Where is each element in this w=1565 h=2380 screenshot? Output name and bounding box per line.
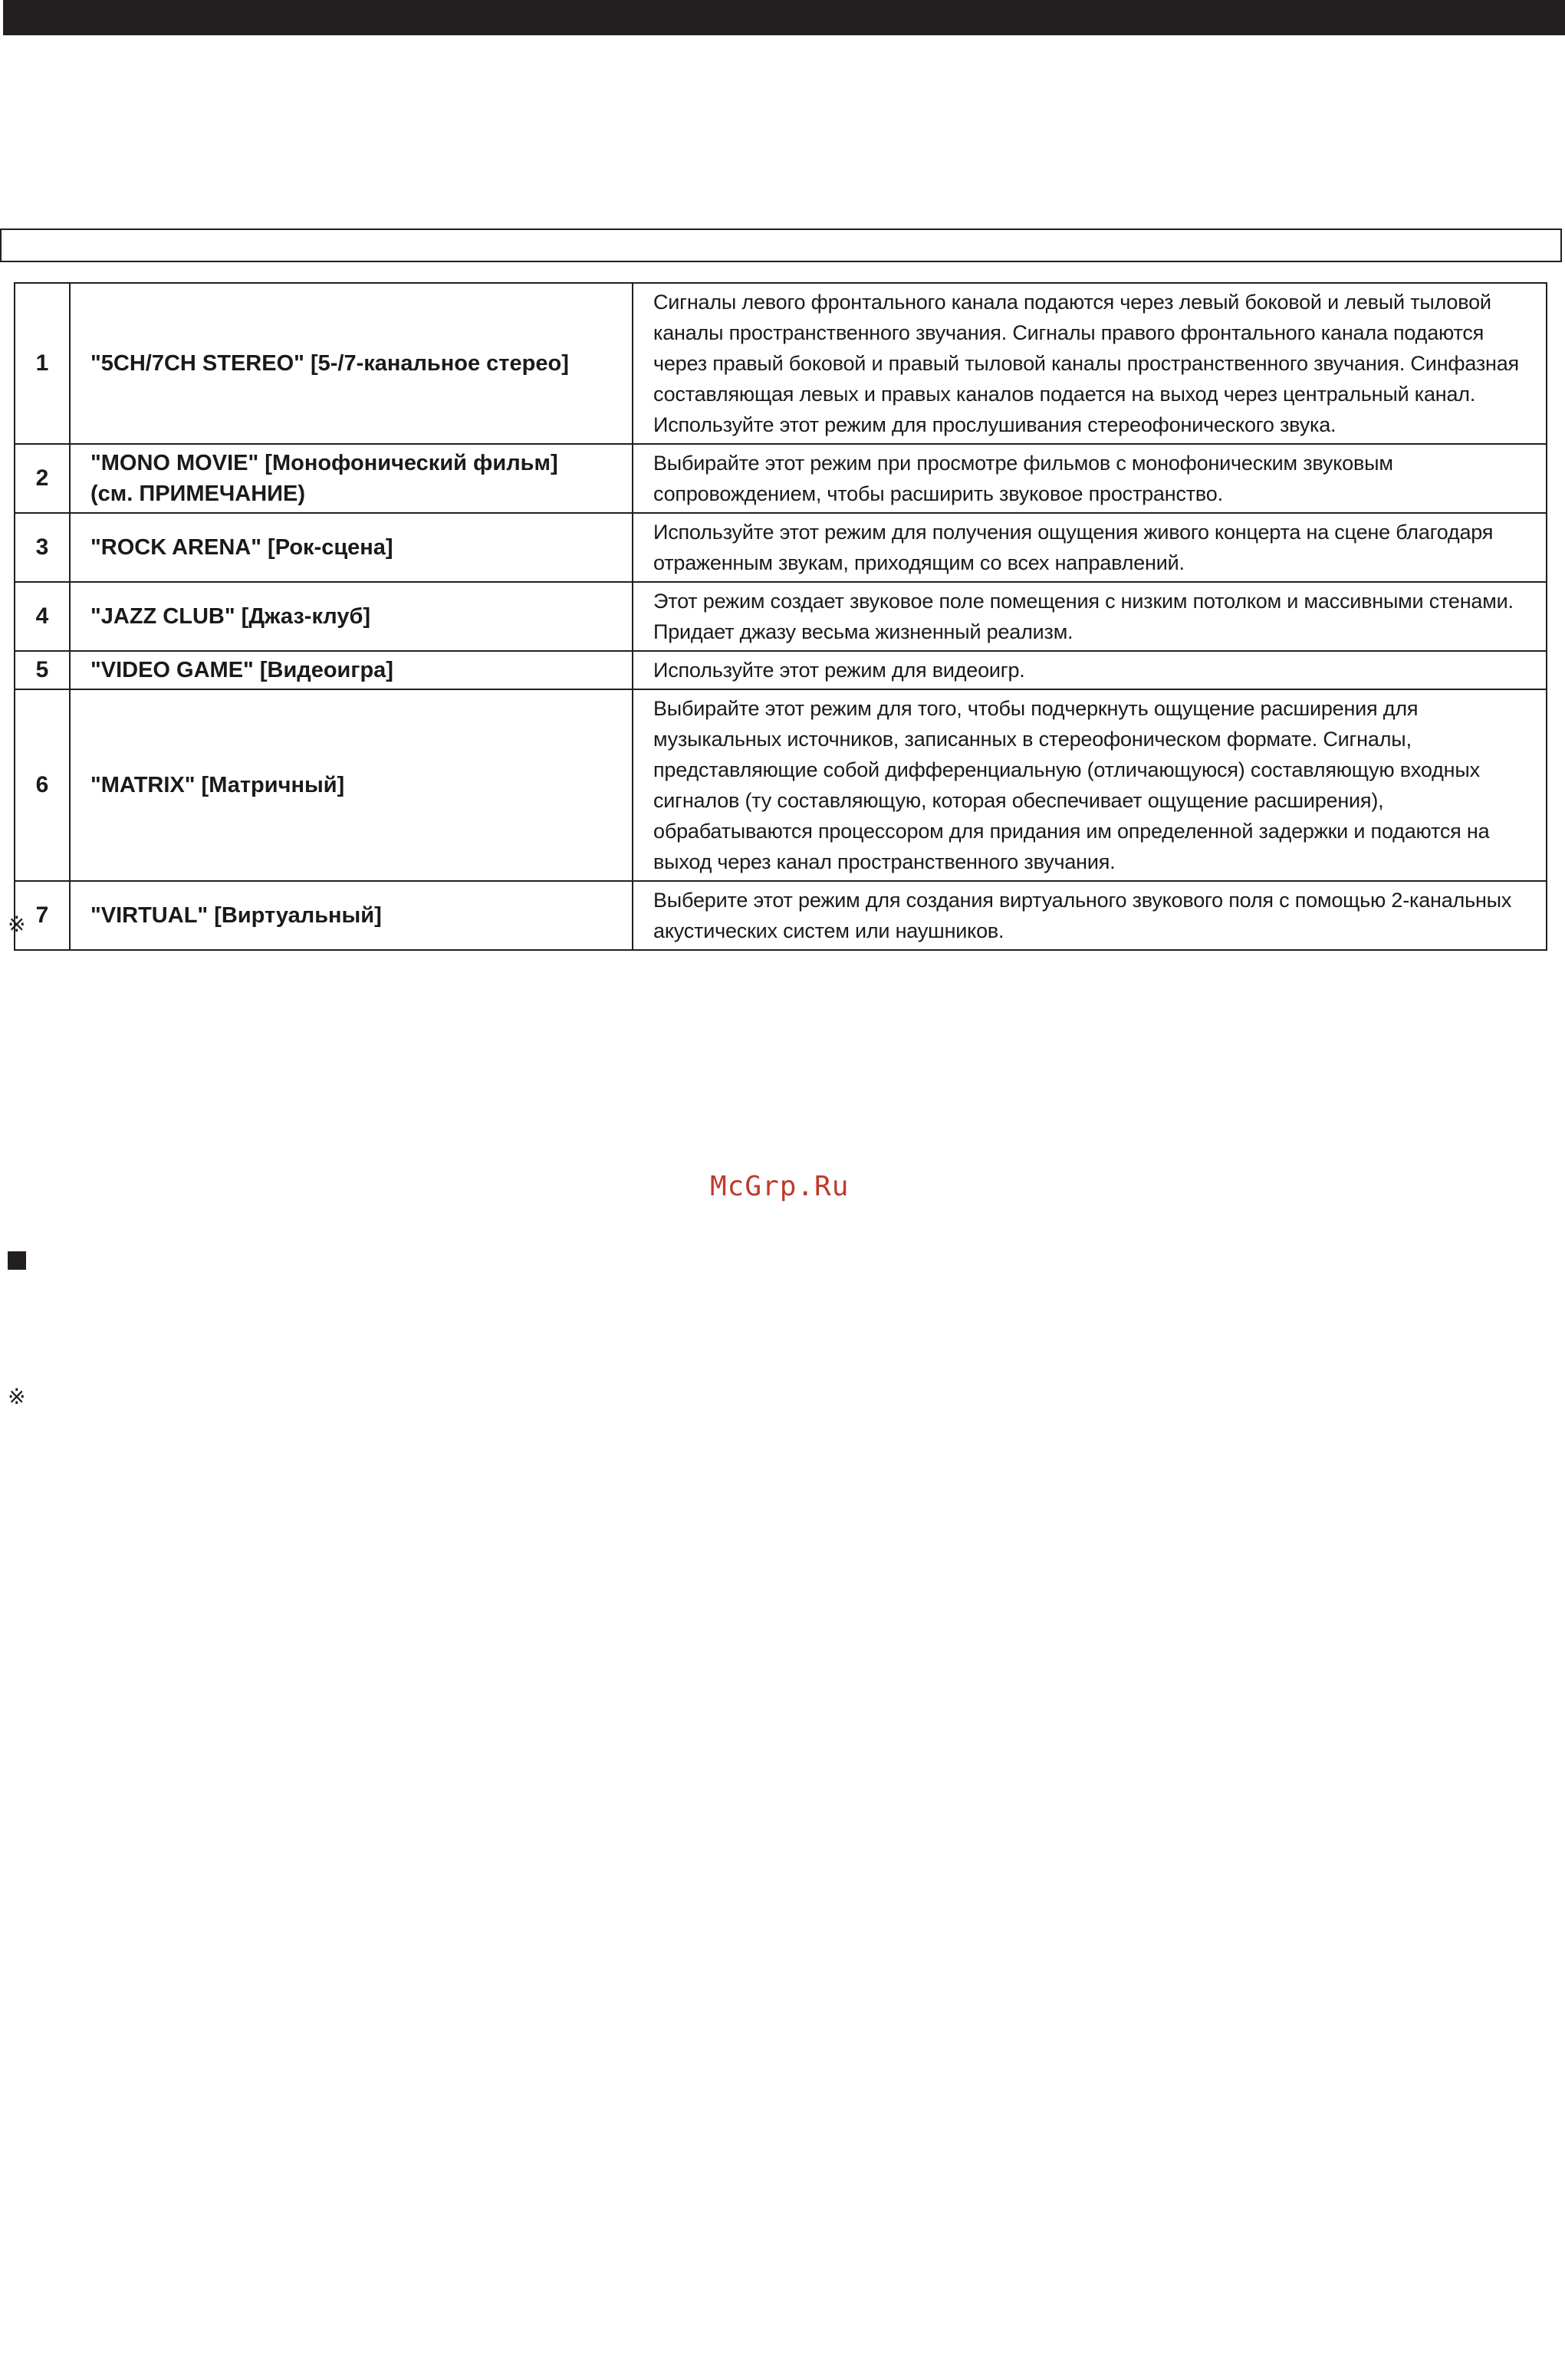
mode-number: 7 (15, 881, 70, 950)
table-row (15, 444, 1547, 513)
section-header-box (0, 228, 1562, 262)
mode-description: Сигналы левого фронтального канала подаются через левый боковой и левый тыловой каналы пространственного звучания. Сигналы правого фронтального канала подаются через правый боковой и правый тыловой каналы пространственного звучания. Синфазная составляющая левых и правых каналов подается на выход через центральный канал. Используйте этот режим для прослушивания стереофонического звука. (633, 283, 1547, 444)
table-row (15, 881, 1547, 950)
note-reference-mark: ※ (8, 912, 26, 936)
table-row (15, 651, 1547, 689)
mode-name (70, 651, 633, 689)
table-row (15, 582, 1547, 651)
mode-description: Выбирайте этот режим для того, чтобы подчеркнуть ощущение расширения для музыкальных источников, записанных в стереофоническом формате. Сигналы, представляющие собой дифференциальную (отличающуюся) составляющую входных сигналов (ту составляющую, которая обеспечивает ощущение расширения), обрабатываются процессором для придания им определенной задержки и подаются на выход через канал пространственного звучания. (633, 689, 1547, 881)
mode-description: Выбирайте этот режим при просмотре фильмов с монофоническим звуковым сопровождением, чтобы расширить звуковое пространство. (633, 444, 1547, 513)
mode-name (70, 283, 633, 444)
watermark-text: McGrp.Ru (710, 1171, 850, 1202)
mode-description: Используйте этот режим для видеоигр. (633, 651, 1547, 689)
mode-name-line: "VIRTUAL" [Виртуальный] (90, 903, 382, 928)
top-header-bar (3, 0, 1565, 35)
mode-number: 1 (15, 283, 70, 444)
mode-number: 6 (15, 689, 70, 881)
mode-name-note: (см. ПРИМЕЧАНИЕ) (90, 482, 305, 506)
mode-description: Этот режим создает звуковое поле помещения с низким потолком и массивными стенами. Придает джазу весьма жизненный реализм. (633, 582, 1547, 651)
table-row (15, 283, 1547, 444)
mode-number: 4 (15, 582, 70, 651)
table-row (15, 689, 1547, 881)
mode-name-line: "5CH/7CH STEREO" [5-/7-канальное стерео] (90, 351, 569, 376)
mode-name-line: "VIDEO GAME" [Видеоигра] (90, 658, 393, 682)
mode-name-line: "ROCK ARENA" [Рок-сцена] (90, 535, 393, 560)
mode-description: Используйте этот режим для получения ощущения живого концерта на сцене благодаря отраженным звукам, приходящим со всех направлений. (633, 513, 1547, 582)
surround-modes-table (14, 282, 1547, 951)
note-reference-mark: ※ (8, 1385, 26, 1409)
mode-number: 3 (15, 513, 70, 582)
mode-name-line: "MONO MOVIE" [Монофонический фильм] (90, 451, 558, 475)
section-bullet-square-icon (8, 1251, 26, 1270)
mode-name (70, 513, 633, 582)
table-row (15, 513, 1547, 582)
mode-name-line: "JAZZ CLUB" [Джаз-клуб] (90, 604, 371, 629)
mode-number: 5 (15, 651, 70, 689)
mode-name-line: "MATRIX" [Матричный] (90, 773, 345, 797)
mode-name (70, 582, 633, 651)
mode-number: 2 (15, 444, 70, 513)
mode-name (70, 444, 633, 513)
mode-name (70, 881, 633, 950)
mode-description: Выберите этот режим для создания виртуального звукового поля с помощью 2-канальных акустических систем или наушников. (633, 881, 1547, 950)
mode-name (70, 689, 633, 881)
